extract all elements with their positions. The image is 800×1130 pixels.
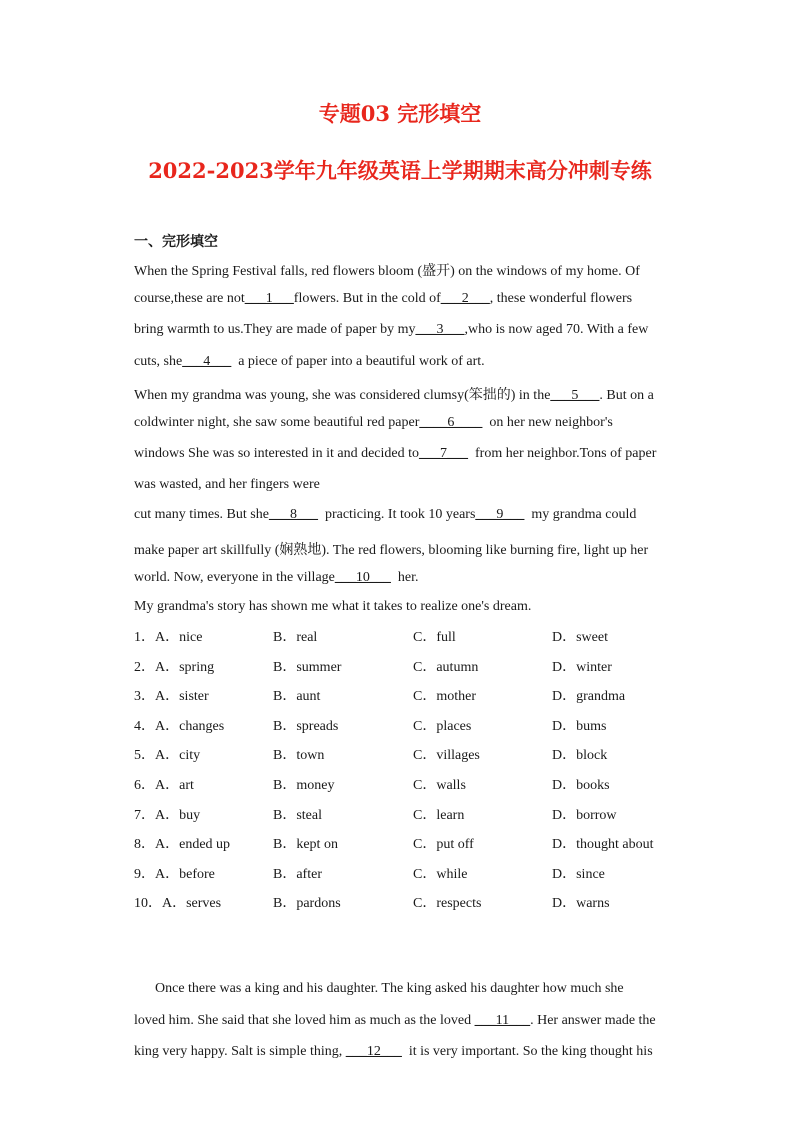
passage-line [134, 507, 636, 523]
blank: ___4___ [182, 354, 232, 369]
option-choice: B．town [273, 748, 325, 764]
option-choice: B．after [273, 866, 322, 882]
blank: ___9___ [475, 507, 525, 522]
blank: ____6____ [419, 415, 483, 430]
option-choice: 8．A．ended up [134, 837, 231, 853]
passage-line [134, 539, 648, 559]
option-choice: 5．A．city [134, 748, 201, 764]
passage-text: flowers. But in the cold of [293, 291, 441, 306]
passage-text: My grandma's story has shown me what it takes to realize one's dream. [134, 599, 532, 614]
option-choice: B．real [273, 630, 318, 645]
option-choice: B．summer [273, 659, 342, 675]
option-choice: D．block [552, 748, 608, 764]
blank: ___5___ [550, 388, 600, 403]
option-choice: B．kept on [273, 837, 338, 853]
option-choice: C．walls [413, 777, 466, 793]
passage-text: Once there was a king and his daughter. The king asked his daughter how much she [134, 981, 624, 996]
option-choice: D．borrow [552, 807, 617, 823]
passage-text: it is very important. So the king thought his [401, 1044, 653, 1059]
option-choice: C．mother [413, 689, 476, 705]
option-choice: C．full [413, 630, 456, 645]
passage-text: . Her answer made the [530, 1013, 656, 1028]
option-choice: C．villages [413, 748, 480, 764]
option-choice: 1．A．nice [134, 630, 203, 645]
passage-text: on her new neighbor's [482, 415, 613, 430]
passage-line [134, 599, 531, 615]
passage-line [134, 384, 654, 404]
passage-text: her. [390, 570, 419, 585]
blank: ___11___ [474, 1013, 531, 1028]
passage-text: king very happy. Salt is simple thing, [134, 1044, 346, 1059]
passage-line [134, 1013, 656, 1029]
passage-line [134, 477, 320, 493]
blank: ___2___ [440, 291, 490, 306]
option-choice: B．money [273, 777, 335, 793]
passage-text: windows She was so interested in it and decided to [134, 446, 420, 461]
passage-line [134, 570, 418, 586]
passage-text: cut many times. But she [134, 507, 269, 522]
option-choice: 9．A．before [134, 866, 215, 882]
passage-text: When the Spring Festival falls, red flowers bloom (盛开) on the windows of my home. Of [134, 264, 640, 279]
blank: ___3___ [415, 322, 465, 337]
option-choice: B．steal [273, 807, 322, 823]
passage-text: world. Now, everyone in the village [134, 570, 335, 585]
option-choice: 2．A．spring [134, 659, 215, 675]
option-choice: C．learn [413, 807, 465, 823]
passage-text: . But on a [599, 388, 654, 403]
passage-text: from her neighbor.Tons of paper [468, 446, 657, 461]
passage-text: course,these are not [134, 291, 245, 306]
passage-text: bring warmth to us.They are made of paper by my [134, 322, 416, 337]
option-choice: D．books [552, 777, 610, 793]
blank: ___8___ [268, 507, 318, 522]
option-choice: 10．A．serves [134, 896, 222, 912]
option-choice: 4．A．changes [134, 718, 225, 734]
blank: ___1___ [244, 291, 294, 306]
page-title: 专题03 完形填空 [318, 101, 482, 126]
option-choice: C．autumn [413, 659, 479, 675]
option-choice: D．grandma [552, 689, 626, 705]
option-choice: C．put off [413, 837, 474, 853]
passage-text: was wasted, and her fingers were [134, 477, 320, 492]
passage-line [134, 415, 613, 431]
passage-text: loved him. She said that she loved him as much as the loved [134, 1013, 475, 1028]
blank: ___7___ [419, 446, 469, 461]
passage-text: , these wonderful flowers [489, 291, 633, 306]
option-choice: D．sweet [552, 630, 608, 645]
option-choice: 6．A．art [134, 777, 194, 793]
option-choice: D．since [552, 866, 605, 882]
option-choice: D．winter [552, 659, 612, 675]
passage-line [134, 446, 656, 462]
option-choice: B．pardons [273, 896, 341, 912]
passage-text: a piece of paper into a beautiful work of art. [231, 354, 485, 369]
option-choice: 7．A．buy [134, 807, 201, 823]
passage-line [134, 981, 624, 997]
option-choice: C．places [413, 718, 472, 734]
passage-text: practicing. It took 10 years [317, 507, 476, 522]
option-choice: C．respects [413, 896, 482, 912]
option-choice: D．thought about [552, 837, 654, 853]
passage-line [134, 322, 648, 338]
passage-text: make paper art skillfully (娴熟地). The red flowers, blooming like burning fire, light up her [134, 543, 649, 558]
blank: ___10___ [334, 570, 391, 585]
option-choice: D．warns [552, 896, 610, 912]
blank: ___12___ [345, 1044, 402, 1059]
option-choice: B．spreads [273, 718, 339, 734]
option-choice: B．aunt [273, 689, 321, 705]
passage-line [134, 260, 640, 280]
passage-text: coldwinter night, she saw some beautiful red paper [134, 415, 420, 430]
passage-line [134, 1044, 653, 1060]
passage-line [134, 291, 632, 307]
section-heading: 一、完形填空 [134, 234, 218, 250]
passage-text: When my grandma was young, she was considered clumsy(笨拙的) in the [134, 388, 551, 403]
option-choice: 3．A．sister [134, 689, 209, 705]
option-choice: C．while [413, 866, 468, 882]
passage-text: ,who is now aged 70. With a few [464, 322, 649, 337]
passage-line [134, 354, 485, 370]
passage-text: my grandma could [524, 507, 637, 522]
option-choice: D．bums [552, 718, 607, 734]
page-subtitle: 2022-2023学年九年级英语上学期期末高分冲刺专练 [148, 158, 652, 183]
passage-text: cuts, she [134, 354, 183, 369]
